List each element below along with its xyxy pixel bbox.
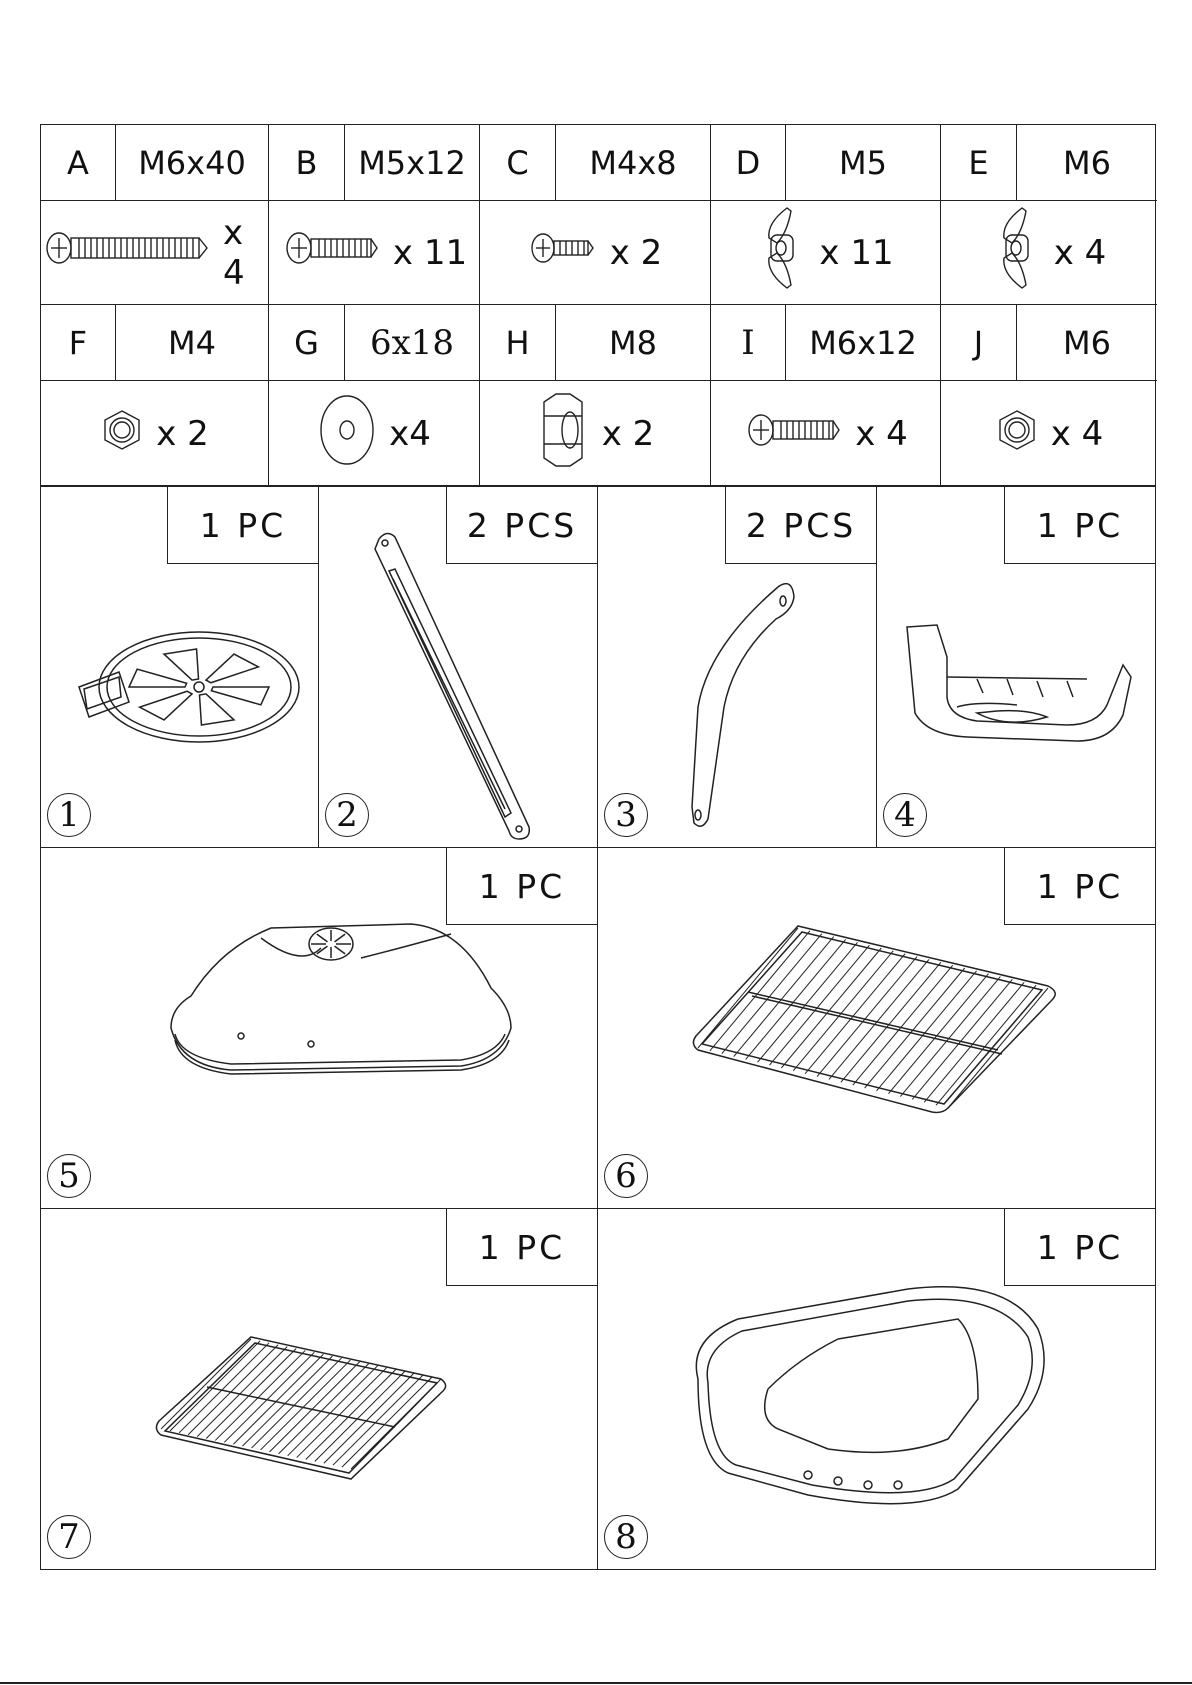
part-number-circle: 8 [604,1515,648,1559]
hardware-item-c [480,201,711,305]
hardware-letter-d: D [711,125,786,201]
hex-nut-icon [995,408,1039,461]
part-number-circle: 7 [47,1515,91,1559]
page-bottom-rule [0,1682,1192,1684]
part-number-circle: 6 [604,1154,648,1198]
part-qty: 1 PC [446,1209,597,1286]
hardware-qty: x 2 [609,232,663,273]
charcoal-grate-icon [151,1329,451,1494]
wing-nut-icon [992,203,1042,302]
part-8 [597,1208,1156,1570]
part-7 [40,1208,598,1570]
hex-nut-icon [100,408,144,461]
hardware-item-h [480,381,711,487]
hardware-item-d [711,201,941,305]
part-3 [597,486,877,848]
part-qty: 1 PC [1004,848,1155,925]
part-number-circle: 4 [883,793,927,837]
hardware-size-h: M8 [556,305,711,381]
hardware-qty: x 2 [601,414,655,454]
hardware-size-b: M5x12 [345,125,480,201]
hardware-letter-e: E [941,125,1017,201]
hardware-qty: x 4 [1053,232,1107,273]
handle-icon [887,617,1137,752]
part-qty: 1 PC [1004,487,1155,564]
leg-bar-icon [359,527,539,852]
hardware-size-i: M6x12 [786,305,941,381]
hardware-item-i [711,381,941,487]
hardware-letter-j: J [941,305,1017,381]
washer-icon [317,392,377,477]
hardware-item-e [941,201,1157,305]
cooking-grate-icon [688,908,1068,1133]
hardware-letter-g: G [269,305,345,381]
hardware-size-g: 6x18 [345,305,480,381]
bolt-icon [743,412,843,457]
grill-lid-icon [161,908,521,1093]
hardware-table [40,124,1156,486]
hardware-letter-a: A [41,125,116,201]
bolt-icon [281,230,381,275]
part-qty: 1 PC [167,487,318,564]
cap-nut-icon [536,390,590,479]
hardware-letter-f: F [41,305,116,381]
hardware-item-f [41,381,269,487]
hardware-qty: x 2 [156,414,209,454]
part-number-circle: 5 [47,1154,91,1198]
part-qty: 2 PCS [446,487,597,564]
part-5 [40,847,598,1209]
part-6 [597,847,1156,1209]
part-qty: 1 PC [446,848,597,925]
hardware-size-j: M6 [1017,305,1157,381]
hardware-item-g [269,381,480,487]
hardware-size-c: M4x8 [556,125,711,201]
curved-leg-icon [668,577,808,842]
vent-damper-icon [59,617,319,772]
hardware-qty: x 4 [855,414,908,454]
hardware-size-a: M6x40 [116,125,269,201]
hardware-qty: x 4 [223,212,245,293]
hardware-letter-h: H [480,305,556,381]
fire-bowl-icon [678,1279,1058,1524]
hardware-size-e: M6 [1017,125,1157,201]
hardware-item-j [941,381,1157,487]
hardware-qty: x 11 [819,232,894,273]
hardware-item-b [269,201,480,305]
hardware-qty: x 4 [1050,414,1104,454]
part-2 [318,486,598,848]
long-bolt-icon [41,230,211,275]
hardware-qty: x4 [389,414,431,454]
hardware-size-d: M5 [786,125,941,201]
hardware-letter-b: B [269,125,345,201]
hardware-letter-c: C [480,125,556,201]
part-qty: 1 PC [1004,1209,1155,1286]
hardware-item-a [41,201,269,305]
hardware-size-f: M4 [116,305,269,381]
short-bolt-icon [528,230,598,275]
part-number-circle: 1 [47,793,91,837]
part-qty: 2 PCS [725,487,876,564]
part-number-circle: 2 [325,793,369,837]
part-1 [40,486,319,848]
hardware-letter-i: I [711,305,786,381]
hardware-qty: x 11 [392,232,468,273]
wing-nut-icon [757,203,807,302]
part-number-circle: 3 [604,793,648,837]
part-4 [876,486,1156,848]
